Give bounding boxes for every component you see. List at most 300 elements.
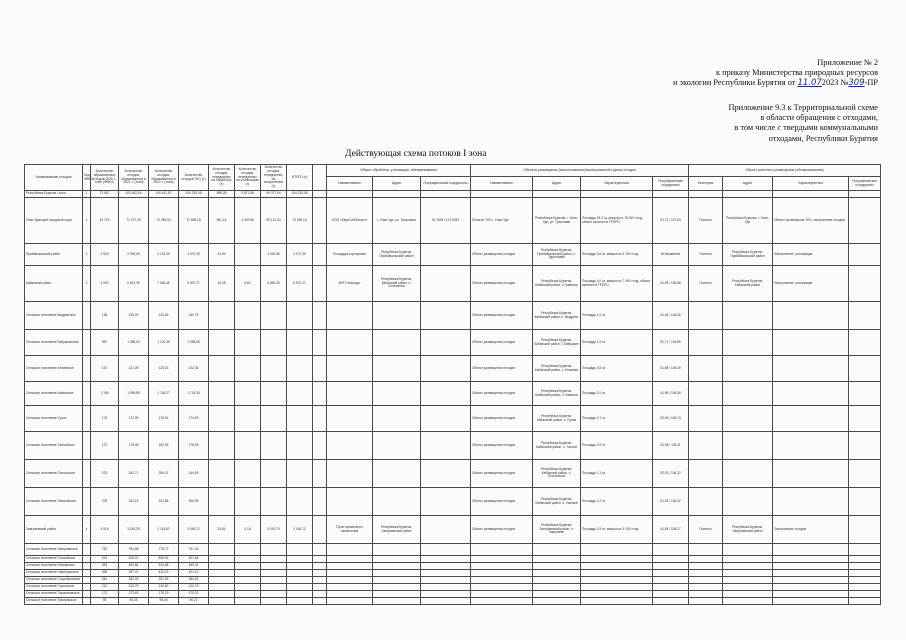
row-name-cell: Сельское поселение Клюевское [25,356,83,382]
table-cell [83,406,91,432]
col-header: Количество отходов, переданных на захоронение (т) [261,165,287,191]
table-cell [327,544,373,556]
table-cell: 121,28 [119,356,149,382]
table-cell [261,330,287,356]
table-cell: Республика Бурятия, Кабанский район, с. Клюевка [533,356,581,382]
table-cell [287,488,313,516]
table-cell: 18,28 [209,266,235,302]
table-cell [261,563,287,570]
table-cell [261,591,287,598]
table-cell [689,577,723,584]
row-name-cell: Заиграевский район [25,516,83,544]
table-cell [421,356,471,382]
table-cell: 3 002,68 [235,198,261,244]
table-cell: 282,03 [119,577,149,584]
table-cell [533,577,581,584]
table-cell [209,382,235,406]
table-cell: 1 120,35 [149,330,179,356]
row-name-cell: Сельское поселение Бабушкинское [25,330,83,356]
table-cell: Площадь 1,0 га [581,302,653,330]
table-cell [209,356,235,382]
table-cell [723,406,773,432]
row-name-cell: Сельское поселение Старобрянское [25,577,83,584]
table-cell [689,406,723,432]
table-cell: 3 072,39 [179,244,209,266]
table-cell: 754,58 [119,544,149,556]
table-cell [235,330,261,356]
table-cell: 51,99 / 106,58 [653,266,689,302]
table-cell [533,191,581,198]
table-cell [773,460,849,488]
table-cell [83,584,91,591]
table-cell [373,460,421,488]
table-cell: 182,09 [149,432,179,460]
table-cell: 3 019,70 [261,516,287,544]
table-cell [471,556,533,563]
table-cell: 244,93 [179,460,209,488]
table-cell: 621,86 [179,556,209,563]
table-cell [287,406,313,432]
table-cell: Захоронение отходов [773,516,849,544]
table-cell [373,544,421,556]
table-cell [209,563,235,570]
table-cell [313,191,327,198]
table-row [25,432,881,460]
table-cell [209,406,235,432]
table-cell [723,570,773,577]
table-cell [209,584,235,591]
table-cell [235,570,261,577]
table-cell [261,598,287,605]
table-cell [653,570,689,577]
row-name-cell: Кабанский район [25,266,83,302]
row-name-cell: Сельское поселение Новобрянское [25,570,83,577]
table-cell [373,382,421,406]
table-cell: 3 018,29 [119,516,149,544]
table-cell: 214,73 [179,584,209,591]
group-header: Объект конечного размещения (обезвреживания) [689,165,881,177]
table-cell [83,544,91,556]
table-cell: 242,71 [119,460,149,488]
table-cell: Республика Бурятия, Кабанский район, с. Посольское [533,460,581,488]
col-header: Количество образованных отходов 2020 г., тонн (ФККО) [91,165,119,191]
table-cell: 219,60 [149,584,179,591]
table-cell: Объект размещения отходов [471,302,533,330]
table-cell [471,191,533,198]
table-cell [313,598,327,605]
table-cell [581,563,653,570]
table-cell [849,488,881,516]
table-cell: 304,15 [119,488,149,516]
table-cell: 51,98 / 106,58 [653,382,689,406]
table-cell: МУП «Каскад» [327,266,373,302]
table-cell [235,544,261,556]
table-cell: 635,93 [149,556,179,563]
table-cell: 281 [91,577,119,584]
table-cell: 2 926 [91,244,119,266]
table-cell [235,556,261,563]
table-cell [287,356,313,382]
table-cell: 51,55 / 105,11 [653,432,689,460]
table-cell [581,556,653,563]
table-cell [533,563,581,570]
table-cell [261,577,287,584]
table-cell [421,191,471,198]
table-cell [723,191,773,198]
table-cell [723,556,773,563]
table-cell: Объект размещения отходов [471,382,533,406]
table-cell: 41,50 [209,244,235,266]
table-cell: Площадь 1,1 га [581,460,653,488]
table-cell [653,563,689,570]
table-cell [723,563,773,570]
table-cell: Полигон [689,266,723,302]
table-cell: 1 [83,198,91,244]
table-cell: Площадь 3,8 га, мощность 3 100 т/год [581,244,653,266]
table-cell [261,382,287,406]
table-row [25,460,881,488]
table-cell: 6 882,36 [261,266,287,302]
table-cell: 4 053 [91,266,119,302]
table-cell [261,406,287,432]
table-cell [723,577,773,584]
table-cell [773,432,849,460]
table-cell [261,544,287,556]
table-cell [471,563,533,570]
table-cell [533,570,581,577]
order-header [673,58,878,89]
table-cell: 98,40 [149,598,179,605]
table-cell [849,198,881,244]
table-cell: Объект размещения отходов [471,516,533,544]
table-cell [373,302,421,330]
col-header: Код ФККО [83,165,91,191]
col-header: Адрес [723,177,773,191]
table-cell: Площадь 1,5 га [581,330,653,356]
table-cell: 284,62 [179,577,209,584]
table-cell: г. Улан-Удэ, ул. Трактовая [373,198,421,244]
col-header: Адрес [533,177,581,191]
table-cell [313,356,327,382]
table-cell [421,488,471,516]
table-cell [287,544,313,556]
table-cell [421,266,471,302]
table-cell: Республика Бурятия, Кабанский район, п. Селенгинск [373,266,421,302]
table-cell [313,330,327,356]
table-cell [313,382,327,406]
table-cell: 125,16 [149,356,179,382]
flow-table [24,164,881,605]
table-cell: Объект размещения отходов [471,266,533,302]
table-cell [421,563,471,570]
table-cell [849,302,881,330]
table-cell [689,563,723,570]
table-cell [723,460,773,488]
table-cell [421,598,471,605]
table-cell: 6,63 [235,266,261,302]
table-cell [533,598,581,605]
table-cell [209,544,235,556]
table-cell: 51,58 / 105,49 [653,356,689,382]
table-cell [209,460,235,488]
table-cell [723,544,773,556]
table-cell [581,584,653,591]
table-cell [373,488,421,516]
table-cell [689,584,723,591]
table-cell [421,302,471,330]
table-cell: ООО «ЕвроСибЭнерго» [327,198,373,244]
table-cell [689,556,723,563]
table-cell [287,460,313,488]
table-cell [581,591,653,598]
table-cell [421,460,471,488]
table-cell: 499,31 [179,563,209,570]
row-name-cell: Прибайкальский район [25,244,83,266]
table-cell [327,432,373,460]
table-cell: 1 699,89 [119,382,149,406]
table-cell: Республика Бурятия, Кабанский район, п. Выдрино [533,302,581,330]
table-cell: Площадь 2,0 га [581,382,653,406]
table-row [25,591,881,598]
table-cell [313,432,327,460]
table-cell [689,356,723,382]
row-name-cell: Сельское поселение Заиграевское [25,544,83,556]
table-cell: 172 [91,432,119,460]
table-cell: 1 195 [91,382,119,406]
table-cell [849,577,881,584]
table-cell [849,570,881,577]
table-cell [327,460,373,488]
table-cell: 306,96 [179,488,209,516]
table-cell: Объект размещения отходов [471,244,533,266]
flow-table-body [25,191,881,605]
table-cell: Республика Бурятия, Кабанский район, г. Бабушкин [533,330,581,356]
table-cell [327,330,373,356]
table-cell [287,563,313,570]
table-cell [773,488,849,516]
row-name-cell: Сельское поселение Танхойское [25,432,83,460]
table-row [25,544,881,556]
table-cell [209,591,235,598]
table-cell: 99 377,94 [261,191,287,198]
table-cell [261,302,287,330]
table-row [25,584,881,591]
table-cell [773,556,849,563]
table-cell [373,356,421,382]
col-header: Количество отходов, образованных в 2021 г. (тонн) [119,165,149,191]
table-cell [261,356,287,382]
table-cell [773,544,849,556]
table-cell [421,556,471,563]
table-cell [849,244,881,266]
col-header: Адрес [373,177,421,191]
table-cell: 1 085,63 [119,330,149,356]
table-row [25,577,881,584]
table-cell [313,556,327,563]
table-cell: 985,28 [209,191,235,198]
table-row [25,598,881,605]
table-cell [313,198,327,244]
flow-table-wrapper [24,164,880,626]
table-cell: 291,05 [149,577,179,584]
table-cell [235,382,261,406]
table-cell [209,598,235,605]
table-cell [209,432,235,460]
table-cell: 761,43 [179,544,209,556]
table-cell [313,577,327,584]
table-cell [723,356,773,382]
table-cell [209,570,235,577]
row-name-cell: Сельское поселение Эрхирикское [25,598,83,605]
table-cell: 3 045,72 [179,516,209,544]
table-cell: Республика Бурятия, Кабанский район, п. Каменск [533,382,581,406]
table-cell: Республика Бурятия, Кабанский район [723,266,773,302]
table-cell: 43 719 [91,198,119,244]
table-row [25,198,881,244]
table-cell: Полигон ТКО г. Улан-Удэ [471,198,533,244]
table-cell: 74 395,54 [149,198,179,244]
table-cell [261,584,287,591]
table-cell [209,577,235,584]
table-cell: 3 072,39 [287,244,313,266]
table-cell [287,330,313,356]
table-cell [849,591,881,598]
table-cell [287,302,313,330]
table-cell: Площадь 1,2 га [581,488,653,516]
table-cell [373,432,421,460]
table-cell [849,556,881,563]
table-cell: Объект размещения ТКО, захоронение отходов [773,198,849,244]
table-cell: 396 [91,570,119,577]
table-cell [83,556,91,563]
table-row [25,302,881,330]
table-cell: 103 462,54 [119,191,149,198]
table-cell [313,563,327,570]
table-cell [373,556,421,563]
table-cell: 278 [91,488,119,516]
table-cell [235,584,261,591]
table-cell: 173,63 [119,591,149,598]
table-cell: Площадь 0,8 га [581,356,653,382]
table-cell [287,598,313,605]
table-cell: 178,06 [179,432,209,460]
table-cell [421,584,471,591]
row-name-cell: Сельское поселение Выдринское [25,302,83,330]
table-cell: 6 841,39 [119,266,149,302]
table-cell [689,330,723,356]
table-cell: 3 871,86 [235,191,261,198]
table-cell: Площадь 2,5 га, мощность 3 200 т/год [581,516,653,544]
table-cell [533,544,581,556]
table-cell [313,591,327,598]
table-cell [581,570,653,577]
table-cell [327,563,373,570]
table-cell [773,191,849,198]
table-cell [421,591,471,598]
table-cell: 212 [91,584,119,591]
table-cell [235,432,261,460]
table-cell [849,356,881,382]
table-cell [235,244,261,266]
col-header: Географические координаты [849,177,881,191]
table-cell [313,570,327,577]
table-cell: 0,18 [235,516,261,544]
table-cell [849,584,881,591]
table-cell [421,244,471,266]
table-cell [83,591,91,598]
table-cell: Республика Бурятия, Прибайкальский район, с. Турунтаево [533,244,581,266]
table-cell [373,591,421,598]
table-cell [471,598,533,605]
table-cell: 95,35 [119,598,149,605]
table-cell [723,591,773,598]
table-cell: 2 994,55 [119,244,149,266]
table-cell: Полигон [689,198,723,244]
table-cell [327,302,373,330]
table-cell: Пункт временного накопления [327,516,373,544]
table-cell: 3 114,87 [149,516,179,544]
table-cell [421,516,471,544]
table-cell [313,244,327,266]
table-cell [373,577,421,584]
table-cell: Полигон [689,516,723,544]
table-cell: Республика Бурятия, Прибайкальский район [373,244,421,266]
table-cell: Республика Бурятия, г. Улан-Удэ [723,198,773,244]
scheme-header-line: в области обращения с отходами, [760,113,878,123]
table-cell [581,598,653,605]
table-cell [83,356,91,382]
table-cell: 178,52 [149,406,179,432]
table-cell: 51,93 / 106,42 [653,488,689,516]
table-cell: 72 695,18 [287,198,313,244]
table-cell: 561,16 [209,198,235,244]
table-cell [849,544,881,556]
table-cell [327,406,373,432]
col-header: Наименование [471,177,533,191]
table-cell: 104 235,08 [287,191,313,198]
table-cell: 212,79 [119,584,149,591]
table-cell: 138 [91,302,119,330]
table-cell: 69 131,34 [261,198,287,244]
table-cell [209,330,235,356]
table-cell: 494,84 [119,563,149,570]
table-cell [421,330,471,356]
table-cell: 72 695,18 [179,198,209,244]
table-cell [373,570,421,577]
table-cell [849,330,881,356]
order-date-line: и экологии Республики Бурятия от 11.072023 №309-ПР [673,78,878,89]
table-cell [83,570,91,577]
table-cell [235,488,261,516]
table-cell: 778,72 [149,544,179,556]
table-cell [373,563,421,570]
table-cell: 987 [91,330,119,356]
table-cell [327,598,373,605]
table-cell [287,577,313,584]
table-cell [689,570,723,577]
table-cell: 752 [91,544,119,556]
table-cell [471,570,533,577]
table-cell: Захоронение, утилизация [773,266,849,302]
row-name-cell: Сельское поселение Илькинское [25,563,83,570]
table-cell: 616,21 [119,556,149,563]
table-cell: 401,10 [179,570,209,577]
row-name-cell: Сельское поселение Каменское [25,382,83,406]
table-cell [287,584,313,591]
table-cell [773,577,849,584]
table-cell: 120 [91,356,119,382]
group-header: Объект обработки, утилизации, обезвреживания [327,165,471,177]
